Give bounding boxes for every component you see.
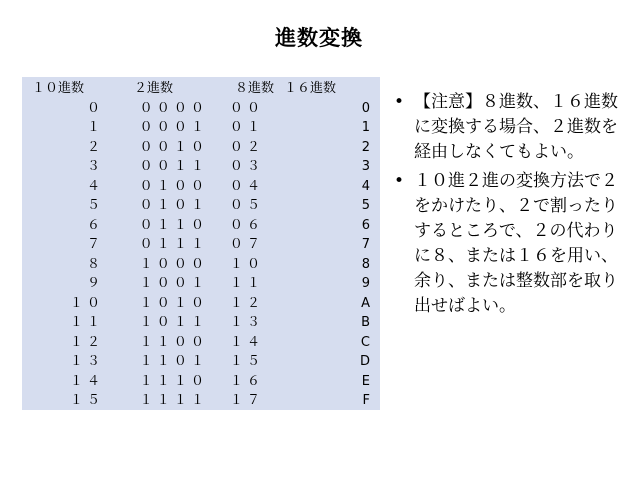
header-hexadecimal: １６進数 <box>284 81 337 96</box>
note-item <box>392 90 632 165</box>
header-decimal: １０進数 <box>32 81 85 96</box>
binary-cell: ０ １ ０ １ <box>139 198 204 213</box>
header-binary: ２進数 <box>134 81 174 96</box>
octal-cell: ０ ０ <box>229 100 260 116</box>
hex-cell: 5 <box>361 198 370 213</box>
hex-cell: F <box>362 393 370 408</box>
note-item <box>392 169 632 319</box>
hex-cell: 2 <box>361 139 370 155</box>
binary-cell: １ １ １ ０ <box>139 373 204 389</box>
octal-cell: ０ ６ <box>229 217 260 233</box>
hex-cell: 4 <box>361 178 370 194</box>
decimal-cell: １ ２ <box>69 334 100 350</box>
bullet-icon: • <box>394 171 405 191</box>
decimal-cell: ４ <box>86 178 100 194</box>
octal-cell: １ ３ <box>229 315 260 330</box>
octal-cell: ０ １ <box>229 120 260 135</box>
binary-cell: ０ ０ １ ０ <box>139 139 204 155</box>
hex-cell: 8 <box>361 256 370 272</box>
binary-cell: １ １ ０ １ <box>139 354 204 369</box>
decimal-cell: １ ０ <box>69 295 100 311</box>
table-row <box>22 118 380 138</box>
octal-cell: １ ５ <box>229 354 260 369</box>
header-octal: ８進数 <box>235 81 275 96</box>
conversion-table-panel <box>22 77 380 410</box>
decimal-cell: １ １ <box>69 315 100 330</box>
table-row <box>22 216 380 236</box>
binary-cell: １ ０ ０ ０ <box>139 256 204 272</box>
hex-cell: E <box>361 373 370 389</box>
hex-cell: 1 <box>361 120 370 135</box>
binary-cell: ０ １ １ １ <box>139 237 204 252</box>
binary-cell: １ １ １ １ <box>139 393 204 408</box>
hex-cell: 6 <box>361 217 370 233</box>
octal-cell: ０ ７ <box>229 237 260 252</box>
decimal-cell: ３ <box>86 159 100 174</box>
table-header-row <box>22 79 380 99</box>
octal-cell: １ ６ <box>229 373 260 389</box>
table-row <box>22 333 380 353</box>
decimal-cell: ９ <box>86 276 100 291</box>
binary-cell: １ １ ０ ０ <box>139 334 204 350</box>
octal-cell: １ ７ <box>229 393 260 408</box>
octal-cell: １ ４ <box>229 334 260 350</box>
decimal-cell: １ <box>86 120 100 135</box>
octal-cell: １ １ <box>229 276 260 291</box>
octal-cell: ０ ５ <box>229 198 260 213</box>
table-row <box>22 352 380 372</box>
notes-list <box>392 90 632 323</box>
decimal-cell: ０ <box>86 100 100 116</box>
note-text: １０進２進の変換方法で２をかけたり、２で割ったりするところで、２の代わりに８、または１６を用い、余り、または整数部を取り出せばよい。 <box>414 171 618 316</box>
decimal-cell: ８ <box>86 256 100 272</box>
decimal-cell: ７ <box>86 237 100 252</box>
table-row <box>22 177 380 197</box>
table-row <box>22 313 380 333</box>
octal-cell: １ ２ <box>229 295 260 311</box>
binary-cell: ０ ０ ０ ０ <box>139 100 204 116</box>
octal-cell: ０ ４ <box>229 178 260 194</box>
conversion-table <box>22 79 380 411</box>
binary-cell: １ ０ １ ０ <box>139 295 204 311</box>
binary-cell: １ ０ １ １ <box>139 315 204 330</box>
binary-cell: １ ０ ０ １ <box>139 276 204 291</box>
table-row <box>22 294 380 314</box>
bullet-icon: • <box>394 92 405 112</box>
octal-cell: ０ ３ <box>229 159 260 174</box>
slide-title: 進数変換 <box>275 26 363 50</box>
hex-cell: 0 <box>361 100 370 116</box>
decimal-cell: １ ４ <box>69 373 100 389</box>
table-row <box>22 391 380 411</box>
decimal-cell: ５ <box>86 198 100 213</box>
decimal-cell: １ ３ <box>69 354 100 369</box>
hex-cell: 7 <box>361 237 370 252</box>
hex-cell: C <box>360 334 370 350</box>
hex-cell: 9 <box>361 276 370 291</box>
octal-cell: ０ ２ <box>229 139 260 155</box>
binary-cell: ０ ０ １ １ <box>139 159 204 174</box>
table-row <box>22 138 380 158</box>
hex-cell: A <box>361 295 370 311</box>
hex-cell: D <box>359 354 370 369</box>
note-text: 【注意】８進数、１６進数に変換する場合、２進数を経由しなくてもよい。 <box>414 92 618 162</box>
table-row <box>22 255 380 275</box>
binary-cell: ０ １ １ ０ <box>139 217 204 233</box>
table-row <box>22 274 380 294</box>
binary-cell: ０ １ ０ ０ <box>139 178 204 194</box>
table-row <box>22 157 380 177</box>
decimal-cell: ６ <box>86 217 100 233</box>
decimal-cell: ２ <box>86 139 100 155</box>
decimal-cell: １ ５ <box>69 393 100 408</box>
hex-cell: 3 <box>361 159 370 174</box>
hex-cell: B <box>361 315 370 330</box>
table-row <box>22 99 380 119</box>
table-row <box>22 235 380 255</box>
table-row <box>22 196 380 216</box>
binary-cell: ０ ０ ０ １ <box>139 120 204 135</box>
table-row <box>22 372 380 392</box>
octal-cell: １ ０ <box>229 256 260 272</box>
